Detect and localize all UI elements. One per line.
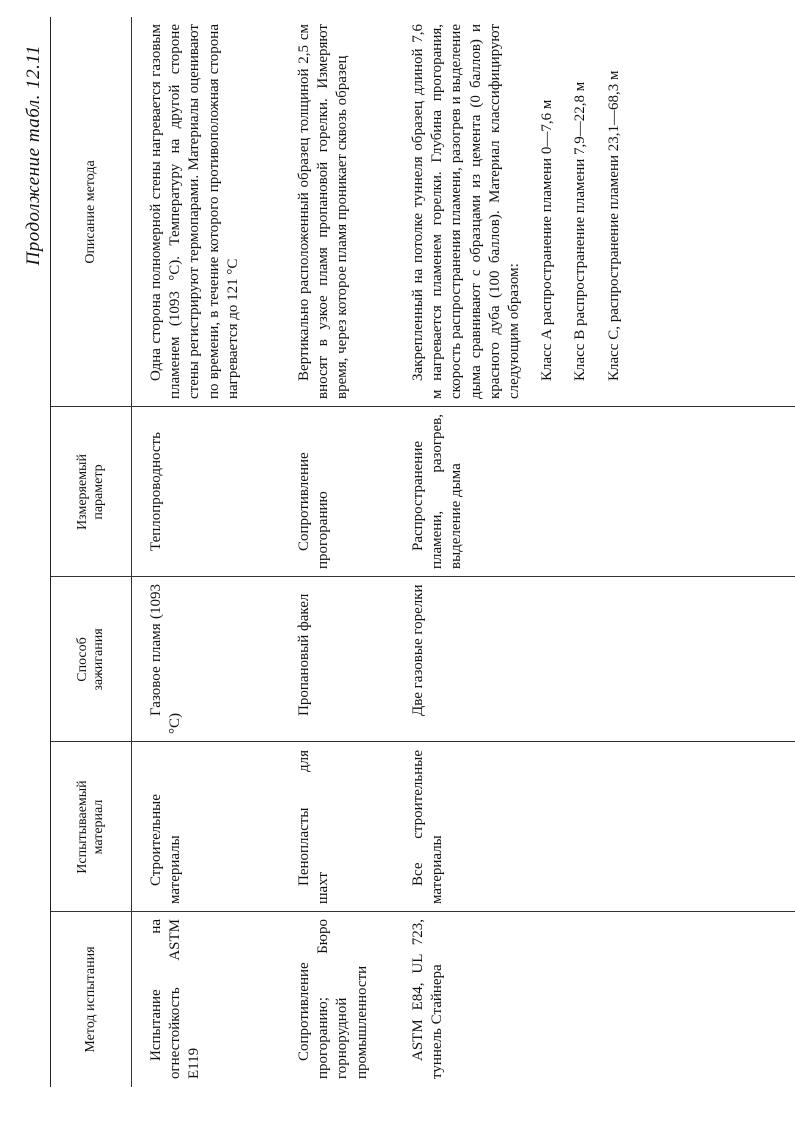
methods-table	[50, 17, 795, 1087]
row2-method: Сопротивление прогоранию; Бюро горнорудной промышленности	[296, 919, 370, 1079]
header-description: Описание метода	[82, 160, 98, 264]
row3-method: ASTM E84, UL 723, туннель Стайнера	[410, 919, 446, 1079]
row3-description: Закрепленный на потолке туннеля образец длиной 7,6 м нагревается пламенем горелки. Глубина прогорания, скорость распространения пламени, разогрев и выделение дыма сравнивают с образцами из цемента (0 баллов) и красного дуба (100 баллов). Материал классифицируют следующим образом: Класс А распространение пламени 0—7,6 м Класс В распространение пламени 7,9—22,8 м Класс С, распространение пламени 23,1—68,3 м	[410, 24, 622, 399]
column-divider	[51, 406, 795, 407]
column-divider	[51, 911, 795, 912]
column-divider	[51, 576, 795, 577]
row1-method: Испытание на огнестойкость ASTM E119	[148, 919, 203, 1079]
header-rule	[131, 17, 132, 1087]
row3-ignition: Две газовые горелки	[410, 584, 426, 716]
table-caption: Продолжение табл. 12.11	[23, 45, 44, 266]
row2-ignition: Пропановый факел	[296, 593, 312, 716]
row1-description: Одна сторона полномерной стены нагревается газовым пламенем (1093 °С). Температуру на другой стороне стены регистрируют термопарами. Материалы оценивают по времени, в течение которого противоположная сторона нагревается до 121 °С	[148, 24, 241, 399]
row3-parameter: Распространение пламени, разогрев, выделение дыма	[410, 414, 465, 569]
row1-parameter: Теплопроводность	[148, 432, 164, 551]
row2-material: Пенопласты для шахт	[296, 750, 332, 904]
row2-description: Вертикально расположенный образец толщиной 2,5 см вносят в узкое пламя пропановой горелки. Измеряют время, через которое пламя проникает сквозь образец	[296, 24, 351, 399]
row1-material: Строительные материалы	[148, 794, 184, 904]
row1-ignition: Газовое пламя (1093 °С)	[148, 584, 184, 734]
row3-material: Все строительные материалы	[410, 750, 446, 904]
header-method: Метод испытания	[82, 946, 98, 1053]
row2-parameter: Сопротивление прогоранию	[296, 452, 332, 569]
header-material: Испытываемый материал	[74, 780, 106, 874]
header-parameter: Измеряемый параметр	[74, 454, 106, 530]
header-ignition: Способ зажигания	[74, 628, 106, 691]
column-divider	[51, 741, 795, 742]
